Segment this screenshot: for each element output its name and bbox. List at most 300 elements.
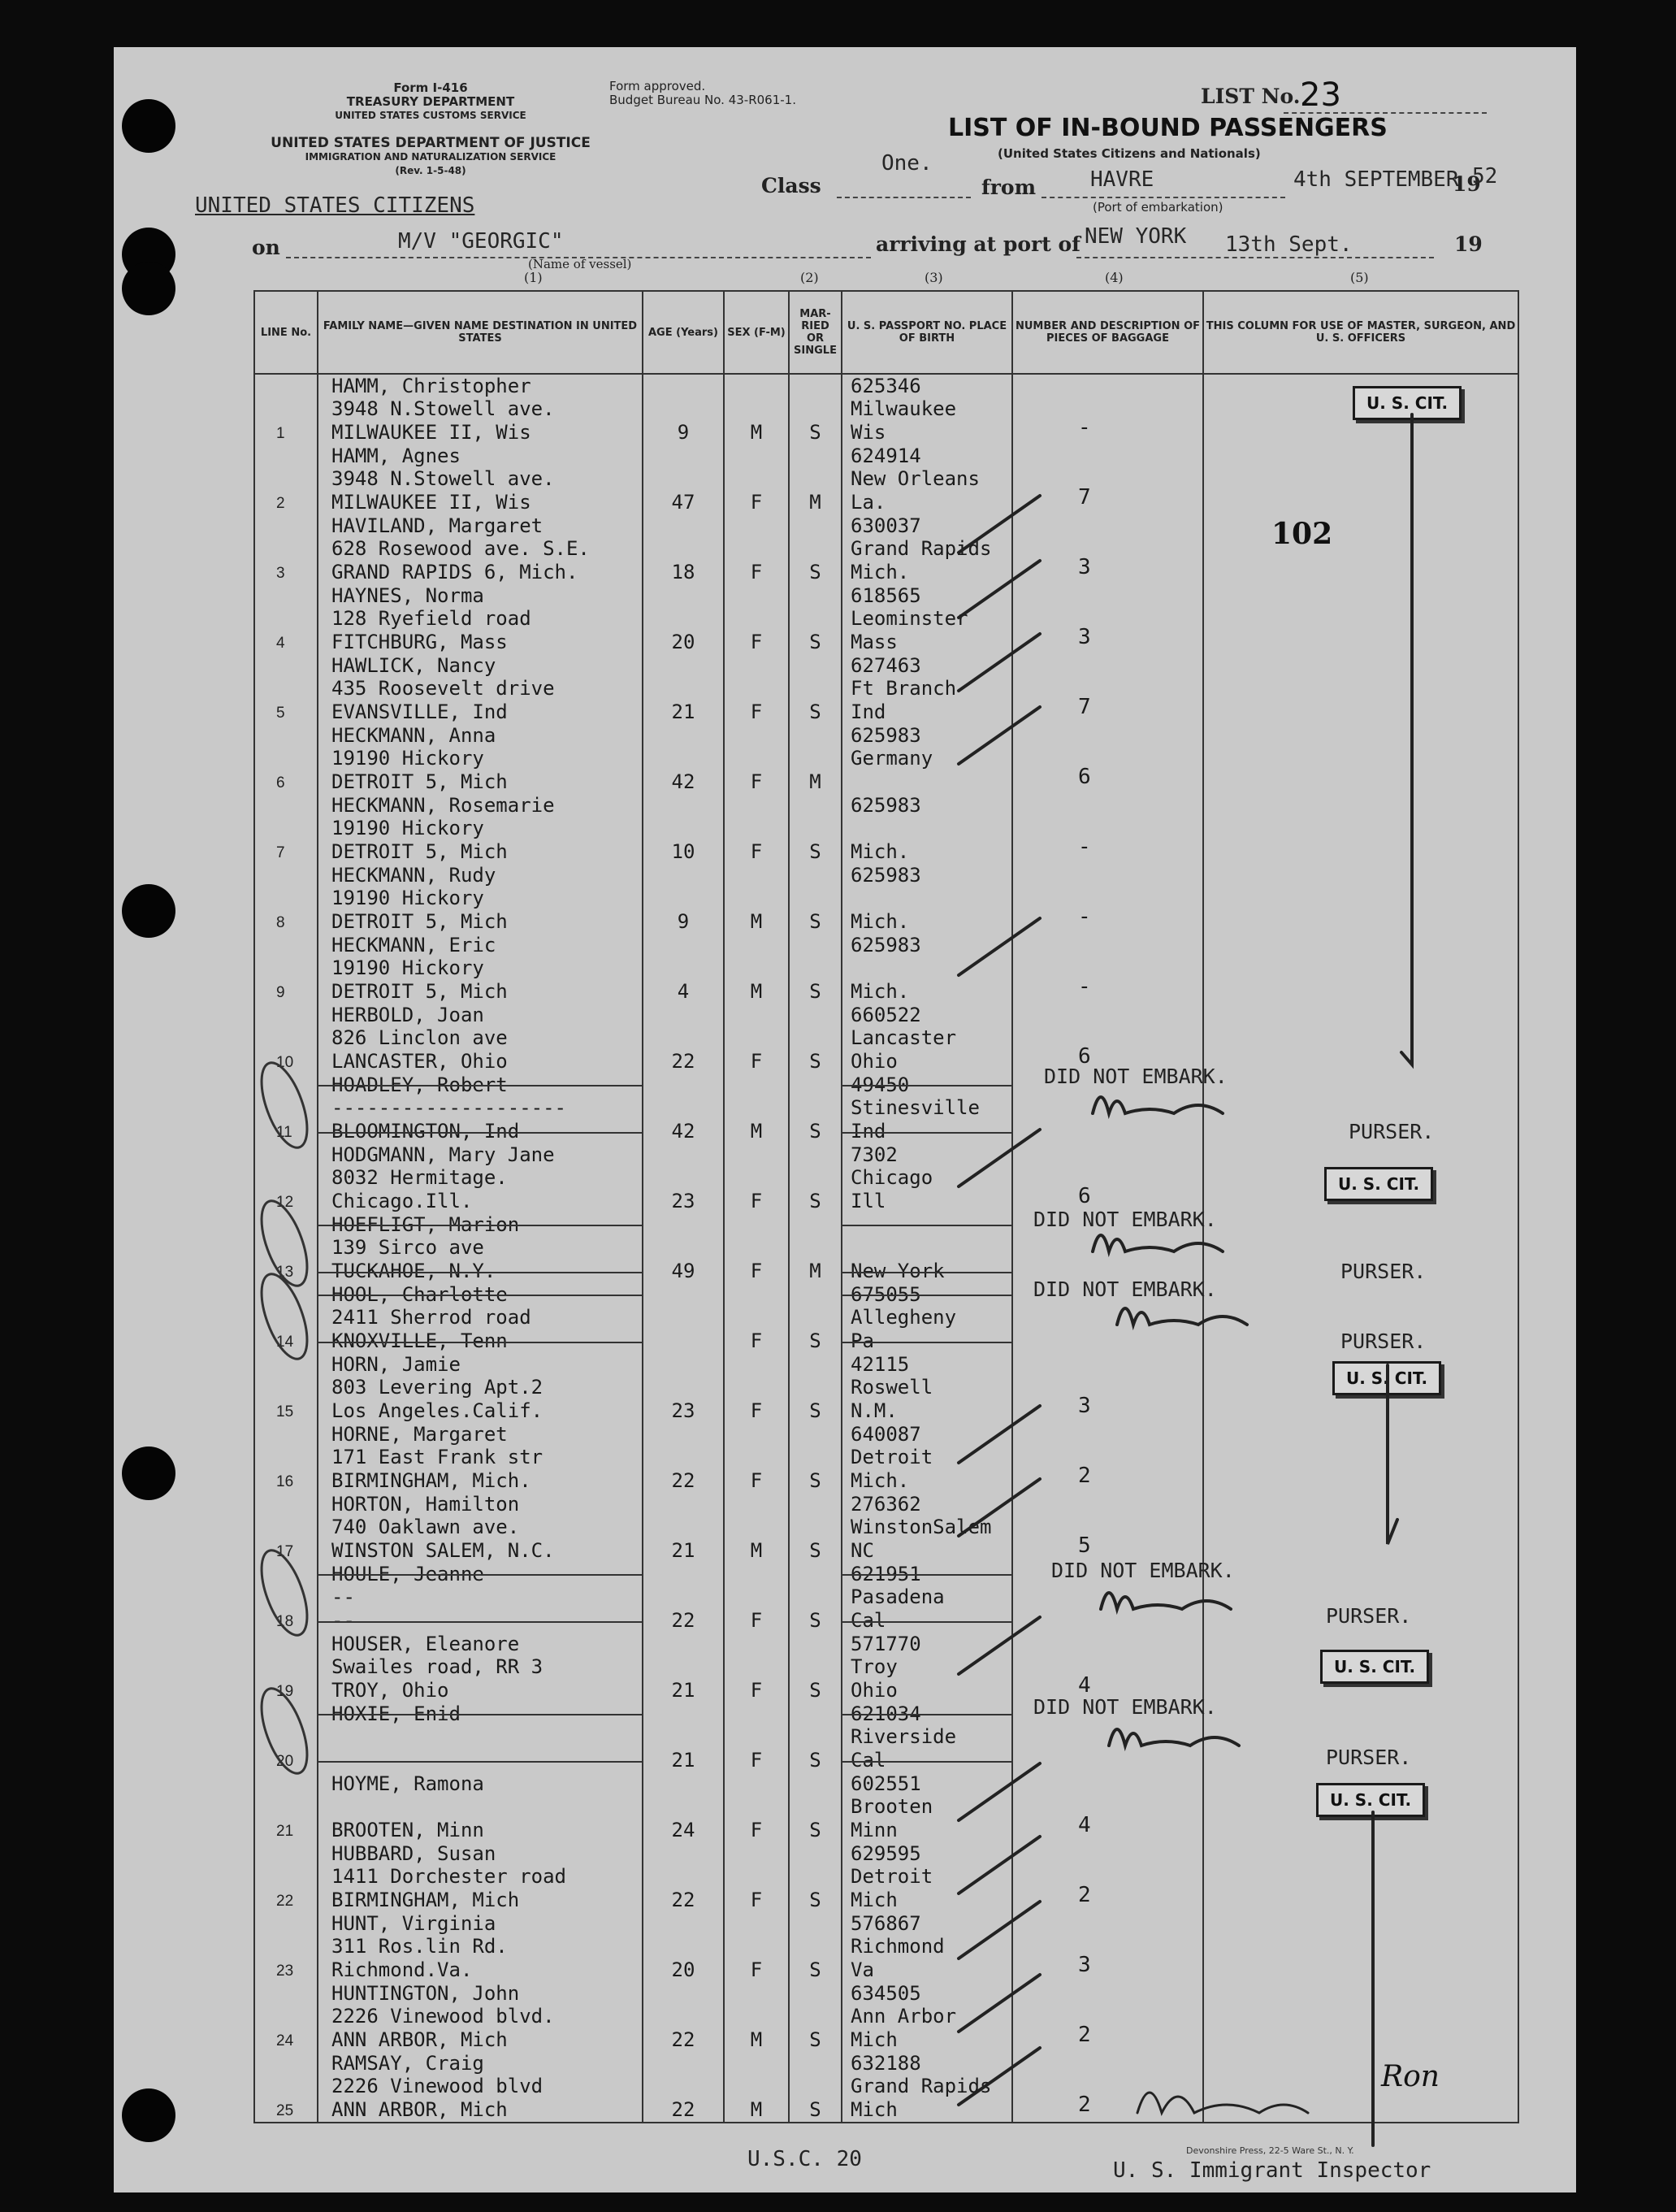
cell-passport <box>842 445 1012 514</box>
passenger-address: 2226 Vinewood blvd. <box>331 2005 555 2028</box>
table-header <box>254 291 1518 374</box>
passenger-name: HOOL, Charlotte <box>331 1283 508 1306</box>
passenger-marital: S <box>809 2028 821 2051</box>
col-number-3: (3) <box>925 270 943 285</box>
passenger-city: -- <box>331 1609 355 1632</box>
cell-age <box>643 1912 724 1982</box>
did-not-embark-note: DID NOT EMBARK. <box>1051 1559 1235 1582</box>
birth-place: Ft Branch <box>851 677 957 700</box>
us-citizen-stamp: U. S. CIT. <box>1353 386 1462 420</box>
cell-sex <box>724 1073 789 1143</box>
passenger-marital: S <box>809 1190 821 1212</box>
passenger-marital: S <box>809 910 821 933</box>
cell-sex <box>724 794 789 864</box>
footer-usc: U.S.C. 20 <box>747 2147 862 2171</box>
cell-line-no <box>254 934 318 1004</box>
birth-state: Mich <box>851 1889 898 1911</box>
table-row <box>254 794 1518 864</box>
cell-age <box>643 1283 724 1353</box>
cell-sex <box>724 1423 789 1493</box>
cell-sex <box>724 1912 789 1982</box>
strike-line <box>318 1761 642 1763</box>
cell-married <box>789 374 842 445</box>
birth-state: Cal <box>851 1609 886 1632</box>
table-row <box>254 1493 1518 1563</box>
cell-officers <box>1203 794 1518 864</box>
strike-line <box>842 1621 1011 1623</box>
cell-baggage <box>1012 864 1203 934</box>
cell-age <box>643 1982 724 2052</box>
passenger-city: Los Angeles.Calif. <box>331 1399 544 1422</box>
passport-number: 276362 <box>851 1493 921 1516</box>
passenger-address: 826 Linclon ave <box>331 1026 508 1049</box>
passenger-name: HECKMANN, Eric <box>331 934 496 956</box>
class-line <box>837 197 971 198</box>
cell-married <box>789 1353 842 1423</box>
birth-place: New Orleans <box>851 467 980 490</box>
cell-officers <box>1203 584 1518 654</box>
passenger-sex: F <box>750 491 763 514</box>
passenger-name: HAVILAND, Margaret <box>331 514 544 537</box>
passenger-marital: S <box>809 700 821 723</box>
line-number: 3 <box>276 565 285 582</box>
footer-inspector: U. S. Immigrant Inspector <box>1113 2158 1431 2183</box>
passenger-address: 1411 Dorchester road <box>331 1865 566 1888</box>
cell-line-no <box>254 1493 318 1563</box>
cell-age <box>643 514 724 584</box>
passenger-age: 10 <box>671 840 695 863</box>
cell-age <box>643 445 724 514</box>
purser-note: PURSER. <box>1349 1120 1435 1143</box>
inspector-handwritten-note: Ron <box>1381 2060 1440 2093</box>
cell-line-no <box>254 1912 318 1982</box>
document-subtitle: (United States Citizens and Nationals) <box>998 146 1261 161</box>
table-row <box>254 1213 1518 1283</box>
passenger-address: 171 East Frank str <box>331 1446 544 1468</box>
cell-officers <box>1203 445 1518 514</box>
passenger-city: MILWAUKEE II, Wis <box>331 421 531 444</box>
baggage-count: 7 <box>1078 485 1091 510</box>
birth-state: Cal <box>851 1749 886 1772</box>
cell-sex <box>724 724 789 794</box>
birth-state: Mich. <box>851 980 910 1003</box>
birth-state: Mass <box>851 631 898 653</box>
table-row <box>254 2052 1518 2123</box>
line-number: 12 <box>276 1194 294 1211</box>
purser-note: PURSER. <box>1326 1746 1412 1769</box>
birth-place: Detroit <box>851 1446 933 1468</box>
table-row <box>254 584 1518 654</box>
passenger-name: HORNE, Margaret <box>331 1423 508 1446</box>
passenger-sex: F <box>750 631 763 653</box>
us-citizen-stamp: U. S. CIT. <box>1316 1783 1425 1817</box>
passport-number: 632188 <box>851 2052 921 2075</box>
cell-baggage <box>1012 934 1203 1004</box>
table-row <box>254 1004 1518 1073</box>
cell-line-no <box>254 584 318 654</box>
line-number: 8 <box>276 914 285 931</box>
cell-passport <box>842 724 1012 794</box>
line-number: 15 <box>276 1403 294 1420</box>
passenger-city: BROOTEN, Minn <box>331 1819 484 1841</box>
passenger-marital: M <box>809 1260 821 1282</box>
cell-name <box>318 794 643 864</box>
passenger-age: 22 <box>671 1050 695 1073</box>
strike-line <box>842 1574 1011 1576</box>
birth-place: Detroit <box>851 1865 933 1888</box>
cell-married <box>789 1493 842 1563</box>
year-prefix: 19 <box>1453 172 1481 196</box>
binder-hole <box>122 262 175 315</box>
cell-line-no <box>254 1353 318 1423</box>
cell-age <box>643 374 724 445</box>
cell-name <box>318 1702 643 1772</box>
passenger-address: -------------------- <box>331 1096 566 1119</box>
table-row <box>254 1353 1518 1423</box>
passenger-sex: F <box>750 1260 763 1282</box>
birth-place: Ann Arbor <box>851 2005 957 2028</box>
line-number: 23 <box>276 1963 294 1980</box>
cell-passport <box>842 654 1012 724</box>
passport-number: 576867 <box>851 1912 921 1935</box>
birth-place: Chicago <box>851 1166 933 1189</box>
passenger-marital: S <box>809 1469 821 1492</box>
passenger-age: 22 <box>671 2098 695 2121</box>
cell-married <box>789 864 842 934</box>
cell-age <box>643 1143 724 1213</box>
passenger-city: ANN ARBOR, Mich <box>331 2098 508 2121</box>
cell-passport <box>842 1702 1012 1772</box>
line-number: 6 <box>276 774 285 792</box>
cell-baggage <box>1012 1143 1203 1213</box>
cell-line-no <box>254 1213 318 1283</box>
cell-sex <box>724 2052 789 2123</box>
passenger-marital: S <box>809 1749 821 1772</box>
cell-name <box>318 1213 643 1283</box>
passport-number: 629595 <box>851 1842 921 1865</box>
strike-line <box>318 1295 642 1296</box>
passenger-name: HORTON, Hamilton <box>331 1493 520 1516</box>
cell-passport <box>842 1912 1012 1982</box>
passenger-address: 2226 Vinewood blvd <box>331 2075 544 2097</box>
line-number: 25 <box>276 2102 294 2119</box>
cell-age <box>643 864 724 934</box>
cell-officers <box>1203 2052 1518 2123</box>
cell-married <box>789 1912 842 1982</box>
table-row <box>254 1912 1518 1982</box>
strike-line <box>842 1132 1011 1134</box>
col-header-officers: THIS COLUMN FOR USE OF MASTER, SURGEON, AND U. S. OFFICERS <box>1203 291 1518 374</box>
passenger-city: DETROIT 5, Mich <box>331 770 508 793</box>
cell-line-no <box>254 2052 318 2123</box>
birth-place: Stinesville <box>851 1096 980 1119</box>
passenger-age: 22 <box>671 2028 695 2051</box>
cell-officers <box>1203 1493 1518 1563</box>
cell-line-no <box>254 794 318 864</box>
cell-age <box>643 654 724 724</box>
strike-line <box>318 1272 642 1273</box>
passport-number: 625983 <box>851 794 921 817</box>
passenger-name: HOXIE, Enid <box>331 1702 461 1725</box>
birth-place: WinstonSalem <box>851 1516 992 1538</box>
passenger-address: 19190 Hickory <box>331 747 484 770</box>
birth-place: Leominster <box>851 607 968 630</box>
cell-sex <box>724 445 789 514</box>
vessel-name: M/V "GEORGIC" <box>398 229 564 254</box>
cell-passport <box>842 1982 1012 2052</box>
passenger-address: Swailes road, RR 3 <box>331 1655 544 1678</box>
cell-passport <box>842 1493 1012 1563</box>
cell-name <box>318 864 643 934</box>
strike-line <box>842 1714 1011 1715</box>
from-line <box>1042 197 1285 198</box>
cell-married <box>789 1423 842 1493</box>
passenger-age: 23 <box>671 1399 695 1422</box>
passport-number: 625346 <box>851 375 921 397</box>
passport-number: 630037 <box>851 514 921 537</box>
cell-age <box>643 1633 724 1702</box>
cell-passport <box>842 934 1012 1004</box>
table-row <box>254 1073 1518 1143</box>
birth-state: Ind <box>851 1120 886 1143</box>
passenger-age: 22 <box>671 1469 695 1492</box>
birth-place: Roswell <box>851 1376 933 1399</box>
cell-married <box>789 1283 842 1353</box>
tally-number: 102 <box>1271 517 1333 551</box>
cell-line-no <box>254 654 318 724</box>
cell-name <box>318 934 643 1004</box>
passport-number: 7302 <box>851 1143 898 1166</box>
table-row <box>254 1982 1518 2052</box>
passport-number: 602551 <box>851 1772 921 1795</box>
cell-name <box>318 1004 643 1073</box>
cell-married <box>789 1213 842 1283</box>
cell-line-no <box>254 374 318 445</box>
birth-place: Grand Rapids <box>851 537 992 560</box>
passenger-name: HOULE, Jeanne <box>331 1563 484 1585</box>
birth-state: Mich <box>851 2028 898 2051</box>
passport-number: 624914 <box>851 445 921 467</box>
birth-state: Mich. <box>851 910 910 933</box>
cell-officers <box>1203 864 1518 934</box>
cell-married <box>789 724 842 794</box>
passenger-rows <box>254 374 1518 2123</box>
arrival-line <box>1076 257 1434 258</box>
table-row <box>254 445 1518 514</box>
cell-name <box>318 514 643 584</box>
cell-name <box>318 1982 643 2052</box>
us-citizen-stamp: U. S. CIT. <box>1320 1650 1429 1684</box>
cell-passport <box>842 2052 1012 2123</box>
passenger-city: TROY, Ohio <box>331 1679 449 1702</box>
cell-name <box>318 584 643 654</box>
did-not-embark-note: DID NOT EMBARK. <box>1033 1208 1217 1231</box>
cell-name <box>318 1353 643 1423</box>
passport-number: 640087 <box>851 1423 921 1446</box>
birth-state: Mich. <box>851 561 910 583</box>
cell-baggage <box>1012 1423 1203 1493</box>
passenger-age: 22 <box>671 1889 695 1911</box>
cell-officers <box>1203 1423 1518 1493</box>
table-row <box>254 1423 1518 1493</box>
passenger-age: 47 <box>671 491 695 514</box>
vessel-note: (Name of vessel) <box>528 257 632 271</box>
line-number: 5 <box>276 705 285 722</box>
table-row <box>254 1283 1518 1353</box>
cell-officers <box>1203 514 1518 584</box>
passenger-city: DETROIT 5, Mich <box>331 910 508 933</box>
col-header-name: FAMILY NAME—GIVEN NAME DESTINATION IN UNITED STATES <box>318 291 643 374</box>
line-number: 10 <box>276 1054 294 1071</box>
passenger-age: 21 <box>671 700 695 723</box>
passenger-name: HODGMANN, Mary Jane <box>331 1143 555 1166</box>
line-number: 17 <box>276 1543 294 1560</box>
cell-age <box>643 934 724 1004</box>
cell-sex <box>724 654 789 724</box>
passenger-sex: M <box>750 910 763 933</box>
cell-baggage <box>1012 514 1203 584</box>
cell-line-no <box>254 1982 318 2052</box>
passport-number: 42115 <box>851 1353 910 1376</box>
cell-married <box>789 654 842 724</box>
col-header-line: LINE No. <box>254 291 318 374</box>
passenger-name: HOUSER, Eleanore <box>331 1633 520 1655</box>
cell-married <box>789 1563 842 1633</box>
line-number: 7 <box>276 844 285 861</box>
passenger-marital: S <box>809 421 821 444</box>
cell-passport <box>842 1842 1012 1912</box>
passenger-age: 42 <box>671 1120 695 1143</box>
passenger-marital: M <box>809 770 821 793</box>
passenger-city: EVANSVILLE, Ind <box>331 700 508 723</box>
cell-officers <box>1203 724 1518 794</box>
baggage-count: 3 <box>1078 1394 1091 1418</box>
birth-state: Mich. <box>851 1469 910 1492</box>
list-number-value: 23 <box>1300 76 1341 114</box>
cell-passport <box>842 1073 1012 1143</box>
cell-sex <box>724 1702 789 1772</box>
passport-number: 49450 <box>851 1073 910 1096</box>
cell-passport <box>842 1563 1012 1633</box>
passenger-address: 139 Sirco ave <box>331 1236 484 1259</box>
purser-note: PURSER. <box>1340 1329 1427 1353</box>
passenger-sex: F <box>750 1819 763 1841</box>
cell-line-no <box>254 1423 318 1493</box>
passport-number: 625983 <box>851 934 921 956</box>
cell-officers <box>1203 654 1518 724</box>
passenger-marital: S <box>809 1609 821 1632</box>
strike-line <box>842 1225 1011 1226</box>
cell-married <box>789 445 842 514</box>
birth-state: Pa <box>851 1329 874 1352</box>
cell-officers <box>1203 1842 1518 1912</box>
cell-passport <box>842 1004 1012 1073</box>
strike-line <box>842 1295 1011 1296</box>
cell-age <box>643 584 724 654</box>
baggage-count: 3 <box>1078 555 1091 579</box>
passenger-age: 23 <box>671 1190 695 1212</box>
birth-state: Wis <box>851 421 886 444</box>
cell-sex <box>724 1353 789 1423</box>
cell-age <box>643 2052 724 2123</box>
cell-line-no <box>254 1633 318 1702</box>
passenger-name: HOADLEY, Robert <box>331 1073 508 1096</box>
birth-state: Mich. <box>851 840 910 863</box>
passenger-sex: F <box>750 1399 763 1422</box>
cell-age <box>643 1213 724 1283</box>
cell-passport <box>842 864 1012 934</box>
arrival-year: 19 <box>1454 232 1483 256</box>
birth-place: Riverside <box>851 1725 957 1748</box>
baggage-count: - <box>1078 415 1091 440</box>
line-number: 11 <box>276 1124 292 1141</box>
passenger-name: HECKMANN, Rosemarie <box>331 794 555 817</box>
passenger-age: 49 <box>671 1260 695 1282</box>
passenger-city: WINSTON SALEM, N.C. <box>331 1539 555 1562</box>
baggage-count: 7 <box>1078 695 1091 719</box>
cell-baggage <box>1012 794 1203 864</box>
table-row <box>254 1842 1518 1912</box>
approval-line-1: Form approved. <box>609 79 706 93</box>
cell-line-no <box>254 1073 318 1143</box>
passenger-city: BIRMINGHAM, Mich. <box>331 1469 531 1492</box>
birth-place: Allegheny <box>851 1306 957 1329</box>
cell-sex <box>724 584 789 654</box>
passenger-sex: F <box>750 1679 763 1702</box>
cell-sex <box>724 864 789 934</box>
cell-name <box>318 1073 643 1143</box>
binder-hole <box>122 2088 175 2142</box>
form-number-text: Form I-416 <box>393 80 468 95</box>
cell-sex <box>724 514 789 584</box>
strike-line <box>842 1272 1011 1273</box>
passenger-address: 803 Levering Apt.2 <box>331 1376 544 1399</box>
line-number: 16 <box>276 1473 294 1490</box>
passport-number: 621034 <box>851 1702 921 1725</box>
cell-age <box>643 1493 724 1563</box>
passenger-sex: F <box>750 770 763 793</box>
cell-name <box>318 1563 643 1633</box>
cell-name <box>318 1283 643 1353</box>
birth-state: Ind <box>851 700 886 723</box>
cell-passport <box>842 514 1012 584</box>
passenger-marital: S <box>809 1819 821 1841</box>
cell-married <box>789 514 842 584</box>
passenger-address: 3948 N.Stowell ave. <box>331 397 555 420</box>
cell-line-no <box>254 724 318 794</box>
cell-baggage <box>1012 1772 1203 1842</box>
cell-name <box>318 1423 643 1493</box>
passenger-name: HOEFLIGT, Marion <box>331 1213 520 1236</box>
passenger-city: MILWAUKEE II, Wis <box>331 491 531 514</box>
passenger-sex: F <box>750 1609 763 1632</box>
cell-age <box>643 1563 724 1633</box>
cell-married <box>789 1633 842 1702</box>
port-embark-note: (Port of embarkation) <box>1093 200 1223 215</box>
baggage-count: 5 <box>1078 1533 1091 1558</box>
line-number: 24 <box>276 2032 294 2049</box>
cell-married <box>789 1073 842 1143</box>
cell-line-no <box>254 1842 318 1912</box>
passenger-sex: F <box>750 1050 763 1073</box>
cell-name <box>318 1633 643 1702</box>
did-not-embark-note: DID NOT EMBARK. <box>1044 1065 1228 1088</box>
cell-married <box>789 2052 842 2123</box>
citizen-category: UNITED STATES CITIZENS <box>195 193 475 218</box>
baggage-count: - <box>1078 904 1091 929</box>
passenger-name: HAMM, Agnes <box>331 445 461 467</box>
cell-baggage <box>1012 1912 1203 1982</box>
